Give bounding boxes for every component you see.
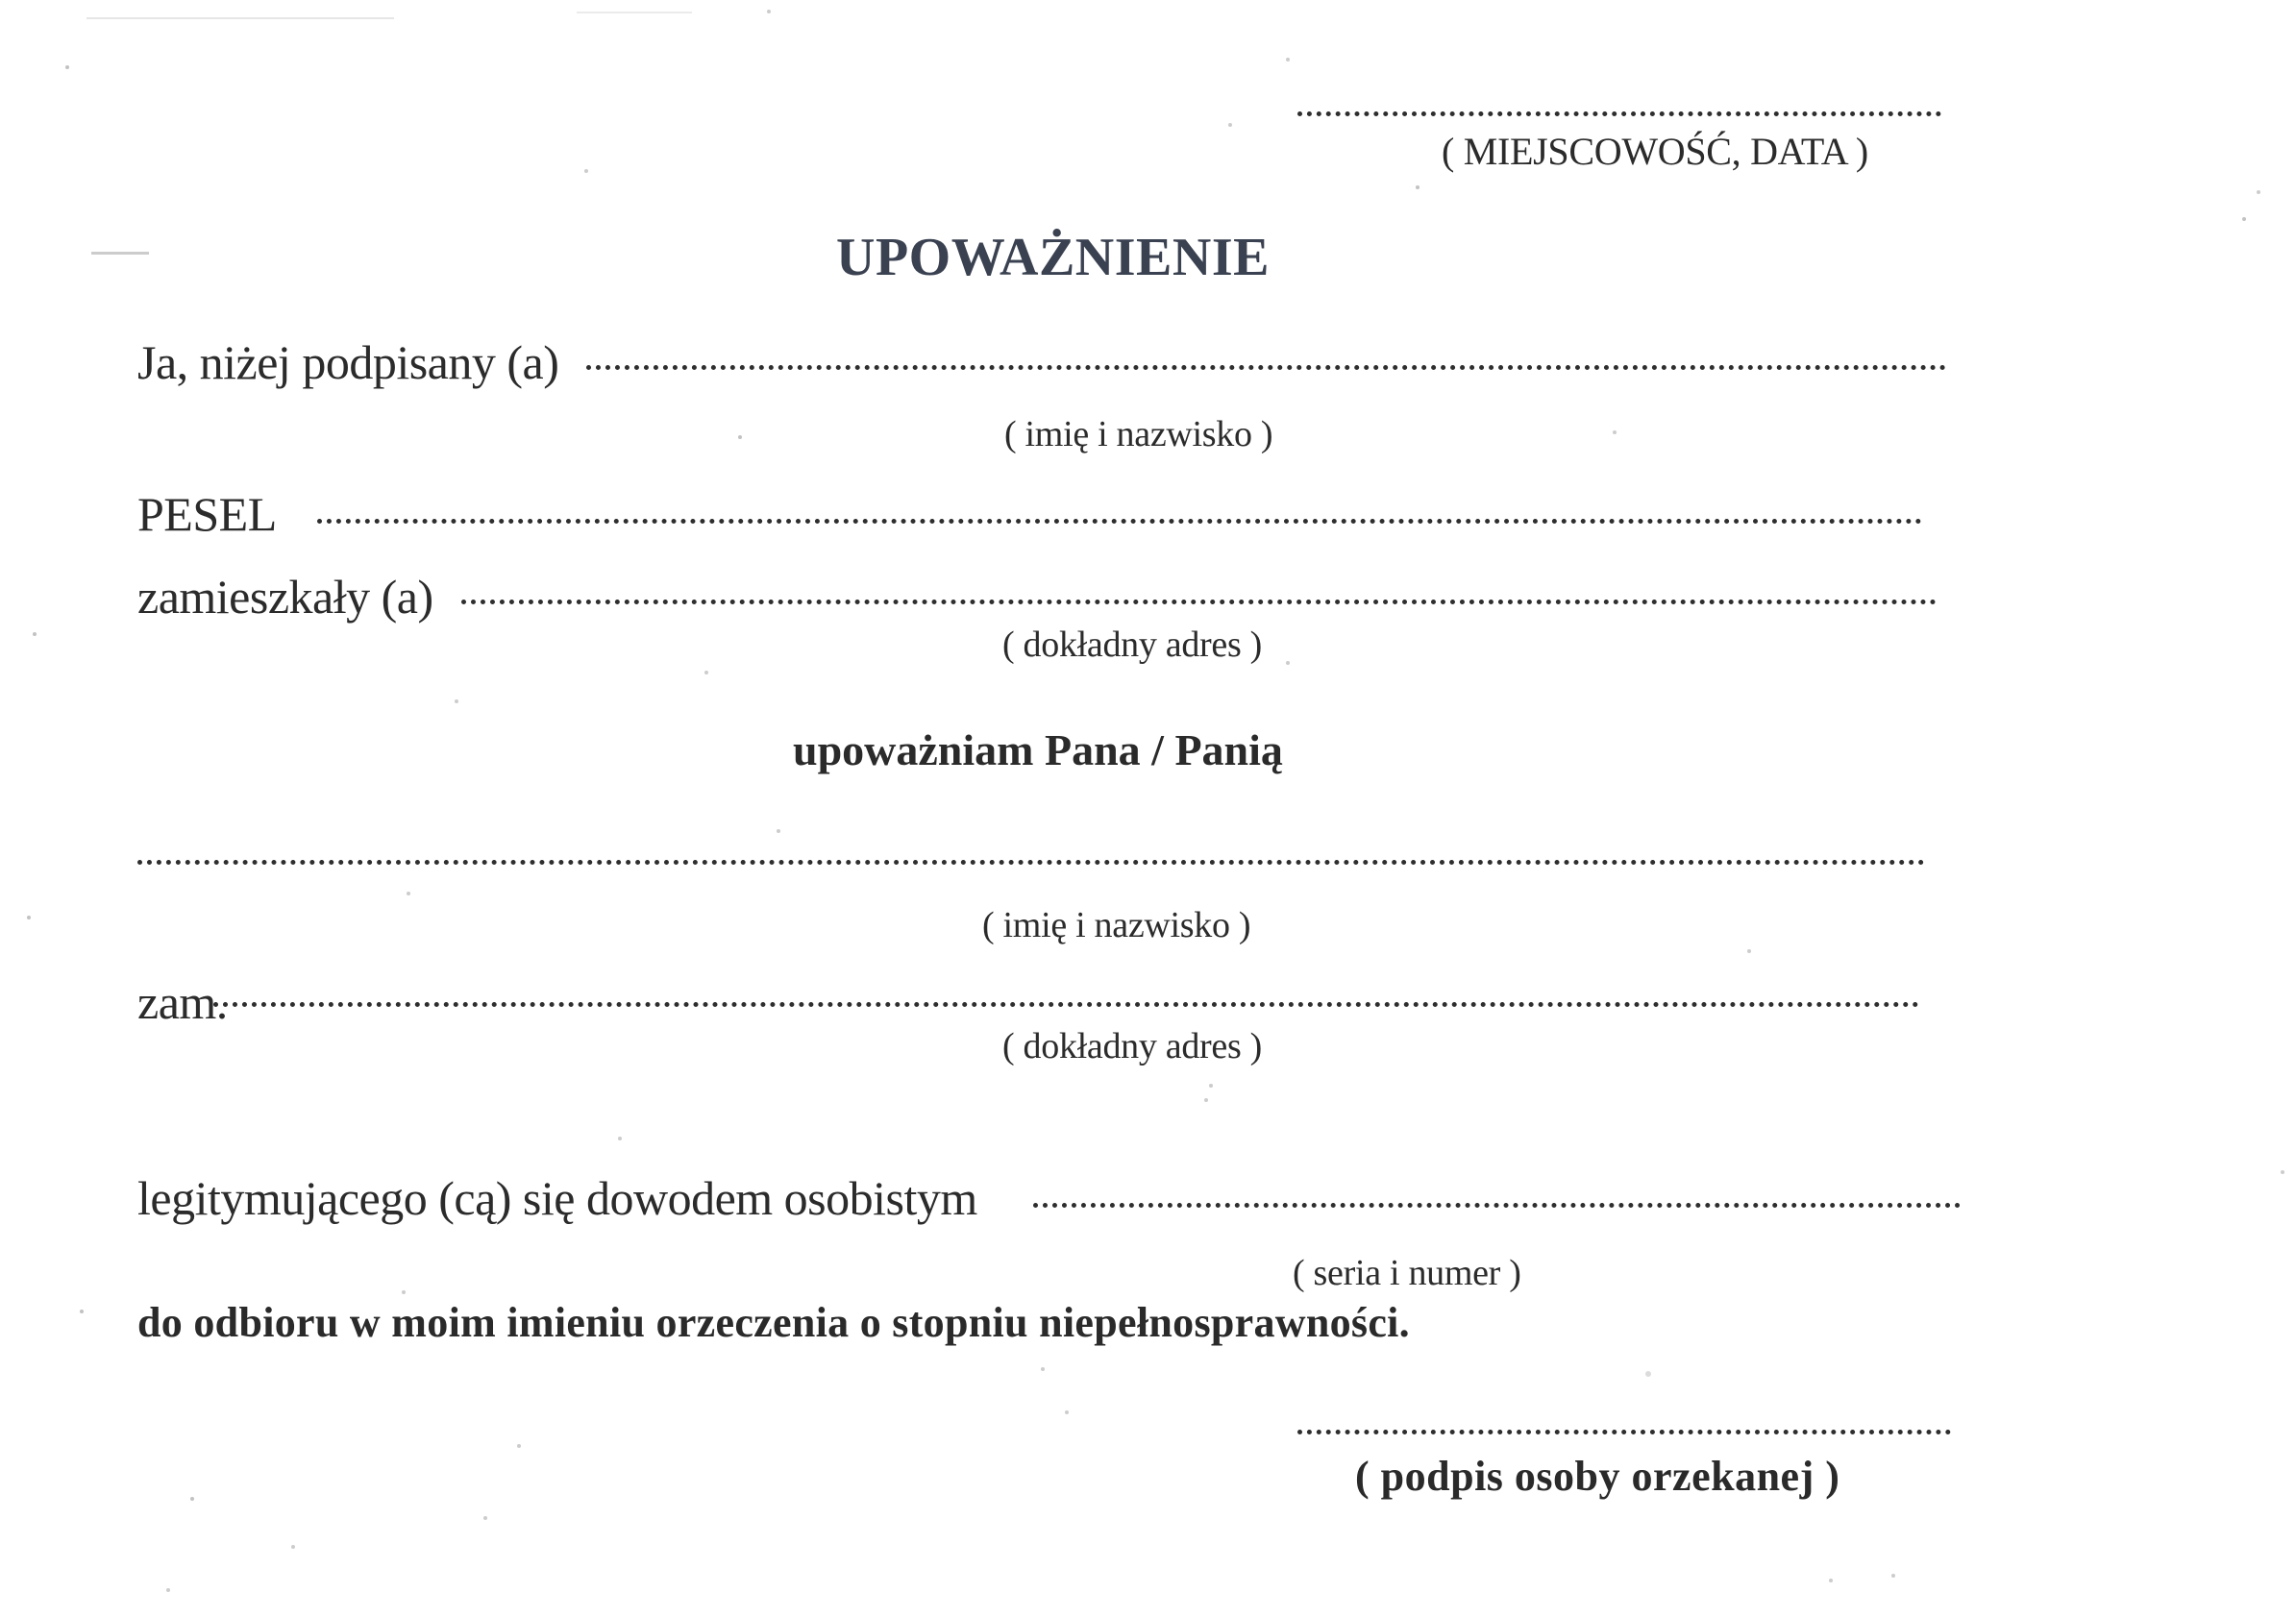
authorize-phrase: upoważniam Pana / Panią — [793, 725, 1283, 774]
place-date-caption: ( MIEJSCOWOŚĆ, DATA ) — [1442, 130, 1868, 173]
signatory-name-caption: ( imię i nazwisko ) — [1004, 414, 1273, 454]
proxy-address-caption: ( dokładny adres ) — [1002, 1026, 1263, 1066]
pesel-field[interactable] — [317, 519, 1922, 524]
proxy-address-label: zam. — [137, 975, 228, 1029]
proxy-address-field[interactable] — [213, 1002, 1919, 1007]
proxy-name-caption: ( imię i nazwisko ) — [982, 905, 1251, 945]
residence-address-caption: ( dokładny adres ) — [1002, 625, 1263, 665]
residence-label: zamieszkały (a) — [137, 570, 433, 624]
residence-address-field[interactable] — [461, 600, 1937, 604]
pesel-label: PESEL — [137, 487, 277, 541]
signatory-label: Ja, niżej podpisany (a) — [137, 335, 559, 389]
document-title: UPOWAŻNIENIE — [836, 228, 1270, 287]
purpose-statement: do odbioru w moim imieniu orzeczenia o stopniu niepełnosprawności. — [137, 1299, 1410, 1346]
signatory-name-field[interactable] — [586, 365, 1946, 370]
signature-caption: ( podpis osoby orzekanej ) — [1355, 1453, 1840, 1500]
place-date-dotted-line[interactable] — [1297, 111, 1941, 116]
proxy-name-field[interactable] — [137, 860, 1925, 865]
signature-field[interactable] — [1297, 1430, 1951, 1434]
id-document-caption: ( seria i numer ) — [1293, 1253, 1521, 1293]
id-document-field[interactable] — [1033, 1203, 1961, 1208]
id-document-label: legitymującego (cą) się dowodem osobistym — [137, 1171, 977, 1225]
